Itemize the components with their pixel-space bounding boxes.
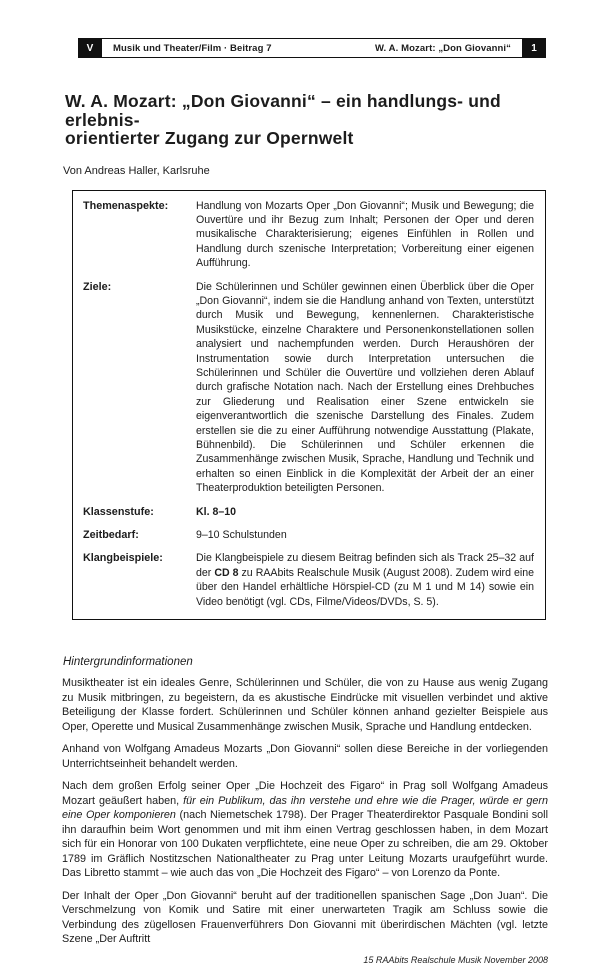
- klangbeispiele-text: [196, 551, 534, 609]
- header-section-title: Musik und Theater/Film · Beitrag 7: [113, 42, 272, 54]
- info-row-klangbeispiele: [83, 551, 534, 609]
- klassenstufe-value: Kl. 8–10: [196, 505, 237, 518]
- paragraph-3: [62, 779, 548, 881]
- header-article-title: W. A. Mozart: „Don Giovanni“: [375, 42, 511, 54]
- section-letter-badge: V: [78, 39, 102, 57]
- themenaspekte-text: Handlung von Mozarts Oper „Don Giovanni“; Musik und Bewegung; die Ouvertüre und ihr Bezug zum Inhalt; Personen der Oper und deren musikalische Charakterisierung; eigenes Einfühlen in Rollen und Handlung durch szenische Interpretation; Vorbereitung einer eigenen Aufführung.: [196, 199, 534, 270]
- klangbeispiele-cd-ref: CD 8: [214, 566, 239, 579]
- info-box: [72, 190, 546, 621]
- page-title: [65, 92, 548, 148]
- paragraph-3-part2: (nach Niemetschek 1798). Der Prager Theaterdirektor Pasquale Bondini soll ihn daraufhin beim Wort genommen und mit ihm einen Vertrag geschlossen haben, in dem Mozart sich für ein Honorar von 100 Dukaten verpflichtete, eine neue Oper zu schreiben, die am 29. Oktober 1789 im Gräflich Nostitzschen Nationaltheater zu Prag unter Leitung Mozarts uraufgeführt wurde. Das Libretto stammt – wie auch das von „Die Hochzeit des Figaro“ – von Lorenzo da Ponte.: [62, 809, 548, 880]
- page-title-line1: W. A. Mozart: „Don Giovanni“ – ein handlungs- und erlebnis-: [65, 91, 501, 130]
- page-header: [78, 38, 546, 58]
- info-row-klassenstufe: [83, 505, 534, 519]
- byline: Von Andreas Haller, Karlsruhe: [63, 164, 210, 177]
- klassenstufe-label: Klassenstufe:: [83, 505, 154, 518]
- paragraph-4: Der Inhalt der Oper „Don Giovanni“ beruht auf der traditionellen spanischen Sage „Don Juan“. Die Verschmelzung von Komik und Satire mit einer unerwarteten Tragik am Schluss sowie die Verbindung des zügellosen Frauenverführers Don Giovanni mit überirdischen Mächten (vgl. letzte Szene „Der Auftritt: [62, 889, 548, 946]
- klangbeispiele-text-part1: Die Klangbeispiele zu diesem Beitrag befinden sich als Track 25–32 auf der: [196, 552, 534, 579]
- info-row-ziele: [83, 280, 534, 496]
- paragraph-1: Musiktheater ist ein ideales Genre, Schülerinnen und Schüler, die von zu Hause aus wenig Zugang zu Musik mitbringen, zu begeistern, da es akustische Eindrücke mit visuellen verbindet und aktive Beteiligung der Klasse fordert. Schülerinnen und Schüler können anhand gezielter Beispiele aus Oper, Operette und Musical Zusammenhänge zwischen Musik, Sprache und Handlung entdecken.: [62, 677, 548, 733]
- paragraph-2: Anhand von Wolfgang Amadeus Mozarts „Don Giovanni“ sollen diese Bereiche in der vorliegenden Unterrichtseinheit behandelt werden.: [62, 743, 548, 770]
- zeitbedarf-label: Zeitbedarf:: [83, 529, 139, 542]
- ziele-text: Die Schülerinnen und Schüler gewinnen einen Überblick über die Oper „Don Giovanni“, indem sie die Handlung anhand von Texten, unterstützt durch Musik und Bewegung, kennenlernen. Charakteristische Musikstücke, einzelne Charaktere und Personenkonstellationen sollen analysiert und nachempfunden werden. Durch Heraushören der Instrumentation sowie durch Interpretation untersuchen die Schülerinnen und Schüler die Ouvertüre und vollziehen deren Ablauf durch grafische Notation nach. Nach der Erstellung eines Drehbuches zur Gliederung und Realisation einer Szene entwickeln sie eigenverantwortlich die szenische Darstellung des Finales. Zudem erstellen sie die zu einer Aufführung notwendige Ausstattung (Plakate, Bühnenbild). Die Schülerinnen und Schüler erkennen die Zusammenhänge zwischen Musik, Sprache, Handlung und Technik und erhalten so einen Einblick in die Komplexität der Arbeit der an einer Theaterproduktion beteiligten Personen.: [196, 280, 534, 495]
- section-heading-hintergrundinformationen: Hintergrundinformationen: [63, 656, 193, 669]
- klangbeispiele-label: Klangbeispiele:: [83, 552, 163, 565]
- info-row-themenaspekte: [83, 199, 534, 271]
- page-number-badge: 1: [522, 39, 546, 57]
- page-footer: 15 RAAbits Realschule Musik November 2008: [363, 954, 548, 965]
- themenaspekte-label: Themenaspekte:: [83, 199, 169, 212]
- paragraph-3-quote: für ein Publikum, das ihn verstehe und ehre wie die Prager, würde er gern eine Oper komponieren: [62, 794, 549, 822]
- zeitbedarf-value: 9–10 Schulstunden: [196, 529, 287, 542]
- ziele-label: Ziele:: [83, 280, 112, 293]
- page-title-line2: orientierter Zugang zur Opernwelt: [65, 128, 354, 148]
- paragraph-3-part1: Nach dem großen Erfolg seiner Oper „Die Hochzeit des Figaro“ in Prag soll Wolfgang Amadeus Mozart geäußert haben,: [62, 780, 548, 807]
- info-row-zeitbedarf: [83, 528, 534, 542]
- klangbeispiele-text-part2: zu RAAbits Realschule Musik (August 2008). Zudem wird eine über den Handel erhältliche Hörspiel-CD (zu M 1 und M 14) sowie ein Video benötigt (vgl. CDs, Filme/Videos/DVDs, S. 5).: [196, 566, 534, 608]
- header-right-group: [375, 39, 546, 57]
